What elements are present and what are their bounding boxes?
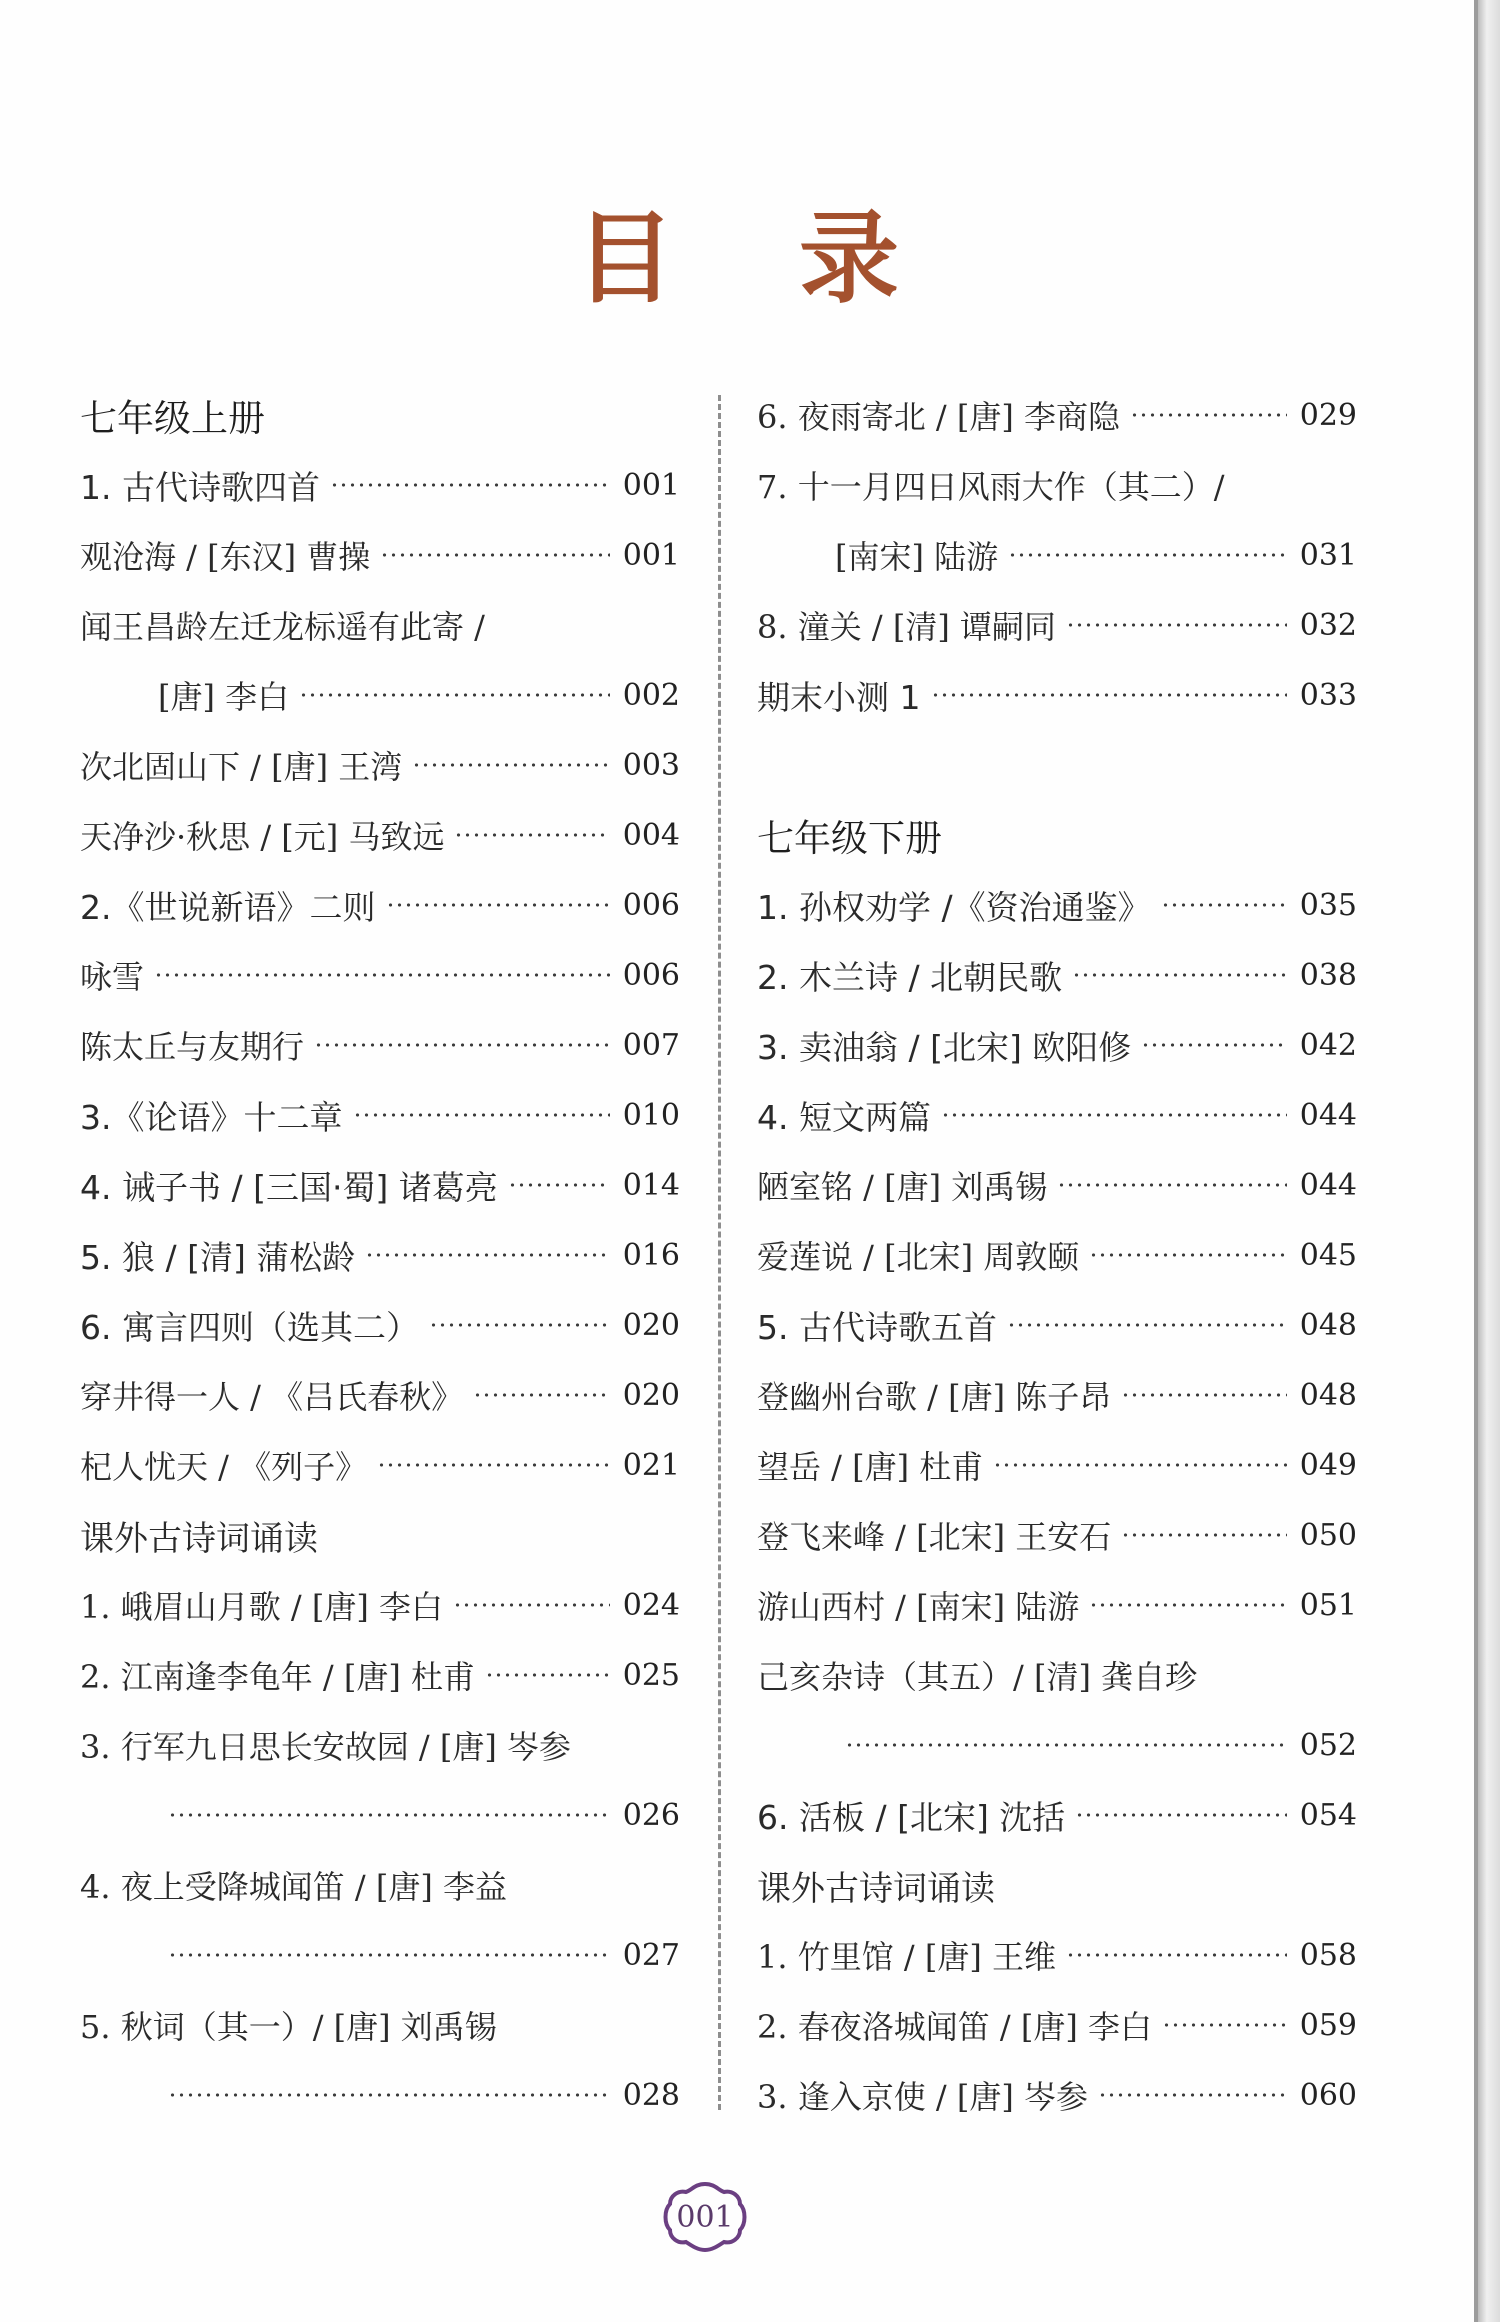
dot-leader: [386, 903, 611, 907]
toc-entry-title: 6. 夜雨寄北 / [唐] 李商隐: [757, 398, 1120, 436]
page-title: [0, 178, 1474, 322]
toc-entry-page: 028: [622, 2077, 680, 2113]
dot-leader: [993, 1463, 1287, 1467]
toc-entry-page: 049: [1299, 1447, 1357, 1483]
toc-entry: [757, 1080, 1357, 1150]
toc-entry-page: 038: [1299, 957, 1357, 993]
toc-entry-page: 050: [1299, 1517, 1357, 1553]
toc-entry-page: 001: [622, 537, 680, 573]
dot-leader: [1089, 1253, 1287, 1257]
toc-entry-title: 己亥杂诗（其五）/ [清] 龚自珍: [757, 1658, 1198, 1696]
dot-leader: [168, 2093, 610, 2097]
toc-entry-title: 咏雪: [80, 958, 145, 996]
toc-entry: [80, 1010, 680, 1080]
toc-entry-page: 020: [622, 1377, 680, 1413]
toc-entry-title: 4. 短文两篇: [757, 1097, 931, 1137]
toc-entry: [757, 1500, 1357, 1570]
toc-entry-page: 006: [622, 887, 680, 923]
toc-entry-page: 059: [1299, 2007, 1357, 2043]
toc-entry: [80, 1640, 680, 1710]
toc-entry-title: 3. 逢入京使 / [唐] 岑参: [757, 2078, 1088, 2116]
toc-entry-title: 杞人忧天 / 《列子》: [80, 1448, 368, 1486]
toc-entry-title: 七年级下册: [757, 817, 942, 860]
toc-entry-page: 031: [1299, 537, 1357, 573]
dot-leader: [1162, 2023, 1287, 2027]
toc-volume-heading: [757, 800, 1357, 870]
dot-leader: [299, 693, 610, 697]
toc-entry-title: 8. 潼关 / [清] 谭嗣同: [757, 608, 1056, 646]
toc-entry: [80, 1710, 680, 1780]
toc-entry: [80, 1360, 680, 1430]
page-number: 001: [676, 2199, 734, 2235]
toc-entry-title: 3. 行军九日思长安故园 / [唐] 岑参: [80, 1728, 571, 1766]
dot-leader: [508, 1183, 610, 1187]
toc-entry-page: 052: [1299, 1727, 1357, 1763]
toc-entry-title: 3.《论语》十二章: [80, 1097, 343, 1137]
dot-leader: [845, 1743, 1287, 1747]
toc-entry-page: 060: [1299, 2077, 1357, 2113]
toc-entry: [757, 520, 1357, 590]
toc-entry-title: 3. 卖油翁 / [北宋] 欧阳修: [757, 1027, 1132, 1067]
toc-entry: [80, 2060, 680, 2130]
toc-entry: [757, 660, 1357, 730]
toc-entry: [80, 660, 680, 730]
toc-entry: [80, 1850, 680, 1920]
toc-entry-title: 登飞来峰 / [北宋] 王安石: [757, 1518, 1112, 1556]
toc-entry-page: 035: [1299, 887, 1357, 923]
dot-leader: [1057, 1183, 1287, 1187]
title-char-1: 目: [575, 200, 675, 317]
toc-column-right: [757, 380, 1357, 2130]
toc-entry-page: 048: [1299, 1377, 1357, 1413]
dot-leader: [1066, 1953, 1287, 1957]
dot-leader: [168, 1813, 610, 1817]
toc-entry-page: 029: [1299, 397, 1357, 433]
toc-entry: [80, 1080, 680, 1150]
dot-leader: [485, 1673, 610, 1677]
toc-entry: [80, 590, 680, 660]
toc-entry-title: 6. 活板 / [北宋] 沈括: [757, 1797, 1066, 1837]
toc-entry-title: 1. 孙权劝学 /《资治通鉴》: [757, 887, 1151, 927]
toc-entry-title: 5. 狼 / [清] 蒲松龄: [80, 1237, 356, 1277]
toc-entry-title: 1. 古代诗歌四首: [80, 467, 320, 507]
toc-entry: [80, 1570, 680, 1640]
toc-entry-title: 2.《世说新语》二则: [80, 887, 376, 927]
page-number-badge: [660, 2180, 750, 2254]
toc-entry: [80, 450, 680, 520]
toc-entry-title: 5. 秋词（其一）/ [唐] 刘禹锡: [80, 2008, 497, 2046]
dot-leader: [454, 833, 610, 837]
toc-entry-title: 游山西村 / [南宋] 陆游: [757, 1588, 1080, 1626]
toc-entry: [757, 450, 1357, 520]
toc-entry-page: 002: [622, 677, 680, 713]
toc-entry: [80, 1920, 680, 1990]
toc-entry-page: 020: [622, 1307, 680, 1343]
toc-entry-page: 004: [622, 817, 680, 853]
dot-leader: [931, 693, 1288, 697]
toc-entry: [757, 1010, 1357, 1080]
dot-leader: [330, 483, 610, 487]
toc-entry-title: [南宋] 陆游: [835, 538, 999, 576]
toc-column-left: [80, 380, 680, 2130]
dot-leader: [353, 1113, 611, 1117]
toc-entry: [757, 870, 1357, 940]
toc-entry-title: 陋室铭 / [唐] 刘禹锡: [757, 1168, 1048, 1206]
toc-entry: [80, 520, 680, 590]
toc-entry: [80, 870, 680, 940]
dot-leader: [1072, 973, 1287, 977]
dot-leader: [1130, 413, 1287, 417]
toc-entry: [757, 940, 1357, 1010]
dot-leader: [377, 1463, 610, 1467]
toc-entry: [757, 1220, 1357, 1290]
toc-entry: [80, 730, 680, 800]
toc-entry: [757, 1150, 1357, 1220]
toc-entry-page: 045: [1299, 1237, 1357, 1273]
dot-leader: [365, 1253, 610, 1257]
toc-entry: [80, 800, 680, 870]
toc-entry: [80, 1990, 680, 2060]
toc-entry-page: 006: [622, 957, 680, 993]
dot-leader: [1007, 1323, 1287, 1327]
toc-entry-page: 007: [622, 1027, 680, 1063]
toc-entry-page: 001: [622, 467, 680, 503]
toc-entry-title: 7. 十一月四日风雨大作（其二）/: [757, 468, 1225, 506]
toc-entry: [757, 1360, 1357, 1430]
dot-leader: [1008, 553, 1287, 557]
toc-entry-page: 042: [1299, 1027, 1357, 1063]
toc-entry: [80, 940, 680, 1010]
toc-entry-title: 4. 夜上受降城闻笛 / [唐] 李益: [80, 1868, 507, 1906]
toc-entry-page: 054: [1299, 1797, 1357, 1833]
toc-entry-title: [唐] 李白: [158, 678, 290, 716]
toc-entry-page: 051: [1299, 1587, 1357, 1623]
dot-leader: [1066, 623, 1287, 627]
toc-entry: [80, 1780, 680, 1850]
dot-leader: [1121, 1533, 1287, 1537]
toc-entry-page: 058: [1299, 1937, 1357, 1973]
toc-entry-title: 5. 古代诗歌五首: [757, 1307, 997, 1347]
toc-entry-page: 027: [622, 1937, 680, 1973]
toc-entry-page: 048: [1299, 1307, 1357, 1343]
toc-entry: [757, 2060, 1357, 2130]
dot-leader: [473, 1393, 610, 1397]
toc-entry-title: 爱莲说 / [北宋] 周敦颐: [757, 1238, 1080, 1276]
toc-entry-title: 登幽州台歌 / [唐] 陈子昂: [757, 1378, 1112, 1416]
dot-leader: [1098, 2093, 1287, 2097]
toc-entry: [80, 1150, 680, 1220]
toc-entry-title: 2. 春夜洛城闻笛 / [唐] 李白: [757, 2008, 1152, 2046]
toc-volume-heading: [80, 380, 680, 450]
toc-entry-title: 课外古诗词诵读: [757, 1868, 995, 1909]
toc-entry-page: 003: [622, 747, 680, 783]
toc-entry: [757, 380, 1357, 450]
toc-entry-title: 4. 诫子书 / [三国·蜀] 诸葛亮: [80, 1167, 498, 1207]
toc-entry-title: 2. 江南逢李龟年 / [唐] 杜甫: [80, 1658, 475, 1696]
toc-entry-page: 033: [1299, 677, 1357, 713]
toc-entry-page: 044: [1299, 1167, 1357, 1203]
toc-entry: [757, 1990, 1357, 2060]
toc-entry-title: 1. 竹里馆 / [唐] 王维: [757, 1938, 1056, 1976]
toc-section-heading: [80, 1500, 680, 1570]
toc-entry-page: 016: [622, 1237, 680, 1273]
dot-leader: [1089, 1603, 1287, 1607]
toc-entry: [80, 1290, 680, 1360]
toc-entry-title: 天净沙·秋思 / [元] 马致远: [80, 818, 445, 856]
toc-entry: [757, 590, 1357, 660]
toc-entry-title: 期末小测 1: [757, 677, 921, 717]
toc-entry-page: 014: [622, 1167, 680, 1203]
dot-leader: [1141, 1043, 1287, 1047]
toc-entry: [757, 1920, 1357, 1990]
dot-leader: [380, 553, 610, 557]
toc-entry: [757, 1430, 1357, 1500]
toc-entry: [757, 1640, 1357, 1710]
toc-entry: [757, 1710, 1357, 1780]
toc-entry-title: 闻王昌龄左迁龙标遥有此寄 /: [80, 608, 485, 646]
toc-section-heading: [757, 1850, 1357, 1920]
toc-entry-page: 044: [1299, 1097, 1357, 1133]
dot-leader: [453, 1603, 610, 1607]
toc-entry-page: 024: [622, 1587, 680, 1623]
toc-entry-title: 七年级上册: [80, 397, 265, 440]
toc-entry-title: 穿井得一人 / 《吕氏春秋》: [80, 1378, 464, 1416]
toc-entry: [80, 1220, 680, 1290]
toc-entry: [757, 1780, 1357, 1850]
title-char-2: 录: [799, 200, 899, 317]
dot-leader: [168, 1953, 610, 1957]
toc-entry-title: 次北固山下 / [唐] 王湾: [80, 748, 403, 786]
toc-spacer: [757, 730, 1357, 800]
toc-entry-title: 望岳 / [唐] 杜甫: [757, 1448, 984, 1486]
toc-entry-page: 032: [1299, 607, 1357, 643]
toc-entry-page: 021: [622, 1447, 680, 1483]
toc-entry: [757, 1290, 1357, 1360]
dot-leader: [154, 973, 610, 977]
toc-entry-title: 陈太丘与友期行: [80, 1028, 305, 1066]
dot-leader: [1121, 1393, 1287, 1397]
toc-entry-page: 025: [622, 1657, 680, 1693]
dot-leader: [412, 763, 610, 767]
dot-leader: [314, 1043, 610, 1047]
toc-entry: [80, 1430, 680, 1500]
toc-entry-title: 1. 峨眉山月歌 / [唐] 李白: [80, 1588, 443, 1626]
toc-entry: [757, 1570, 1357, 1640]
column-divider: [718, 395, 721, 2110]
page-edge: [1478, 0, 1500, 2322]
dot-leader: [1161, 903, 1287, 907]
toc-entry-title: 课外古诗词诵读: [80, 1518, 318, 1559]
dot-leader: [429, 1323, 610, 1327]
dot-leader: [941, 1113, 1287, 1117]
toc-entry-title: 6. 寓言四则（选其二）: [80, 1307, 419, 1347]
toc-entry-page: 026: [622, 1797, 680, 1833]
toc-entry-page: 010: [622, 1097, 680, 1133]
toc-entry-title: 观沧海 / [东汉] 曹操: [80, 538, 371, 576]
toc-entry-title: 2. 木兰诗 / 北朝民歌: [757, 957, 1063, 997]
dot-leader: [1075, 1813, 1287, 1817]
